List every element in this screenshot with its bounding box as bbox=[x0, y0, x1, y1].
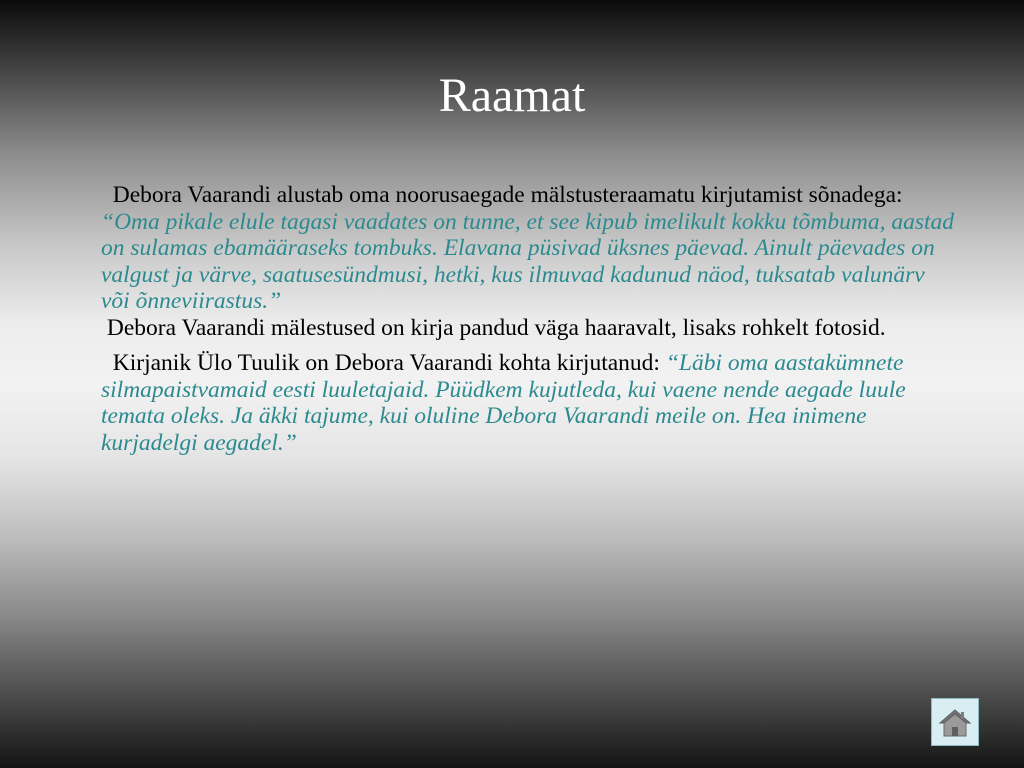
slide-title: Raamat bbox=[438, 69, 586, 122]
paragraph-intro bbox=[101, 182, 959, 341]
paragraph-intro-lead: Debora Vaarandi alustab oma noorusaegade mälstusteraamatu kirjutamist sõnadega: bbox=[101, 182, 909, 208]
slide-content bbox=[101, 182, 959, 456]
paragraph-tuulik-lead: Kirjanik Ülo Tuulik on Debora Vaarandi kohta kirjutanud: bbox=[101, 350, 666, 376]
home-icon bbox=[937, 704, 973, 740]
home-button[interactable] bbox=[931, 698, 979, 746]
paragraph-intro-tail: Debora Vaarandi mälestused on kirja pandud väga haaravalt, lisaks rohkelt fotosid. bbox=[101, 314, 886, 341]
quote-vaarandi: “Oma pikale elule tagasi vaadates on tunne, et see kipub imelikult kokku tõmbuma, aastad on sulamas ebamääraseks tombuks. Elavana püsivad üksnes päevad. Ainult päevades on valgust ja värve, saatusesündmusi, hetki, kus ilmuvad kadunud näod, tuksatab valunärv või õnneviirastus.” bbox=[101, 208, 955, 314]
quote-tuulik: “Läbi oma aastakümnete silmapaistvamaid eesti luuletajaid. Püüdkem kujutleda, kui vaene nende aegade luule temata oleks. Ja äkki tajume, kui oluline Debora Vaarandi meile on. Hea inimene kurjadelgi aegadel.” bbox=[101, 350, 906, 456]
paragraph-tuulik bbox=[101, 350, 959, 456]
